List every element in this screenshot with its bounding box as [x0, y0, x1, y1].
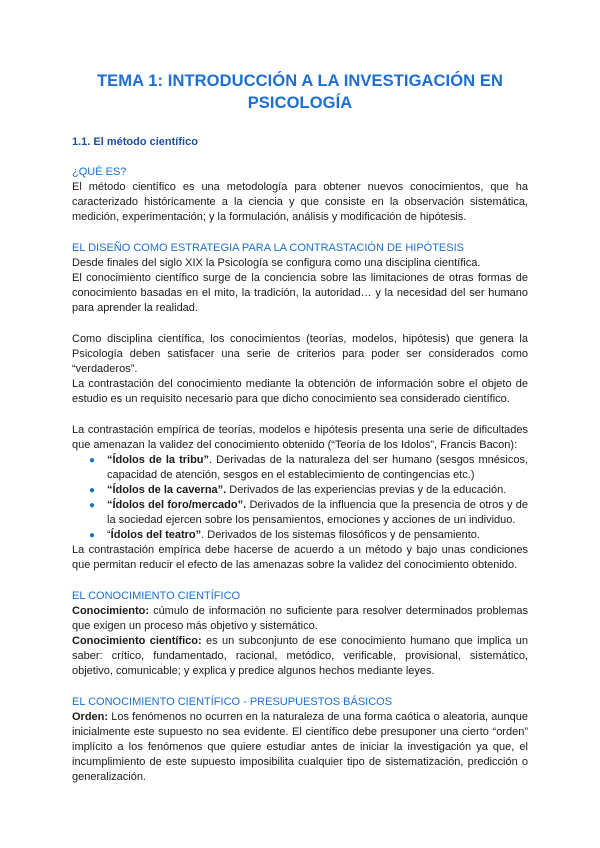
title-line-2: PSICOLOGÍA	[247, 94, 353, 112]
diseno-paragraph-3: Como disciplina científica, los conocimientos (teorías, modelos, hipótesis) que genera la Psicología deben satisfacer una serie de criterios para poder ser considerados como “verdaderos”.	[72, 333, 528, 375]
title-line-1: TEMA 1: INTRODUCCIÓN A LA INVESTIGACIÓN EN	[96, 72, 503, 90]
document-title	[72, 70, 528, 114]
section-heading-presupuestos: EL CONOCIMIENTO CIENTÍFICO - PRESUPUESTOS BÁSICOS	[72, 696, 393, 708]
diseno-paragraph-1: Desde finales del siglo XIX la Psicología se configura como una disciplina científica.	[72, 257, 481, 269]
section-heading-conocimiento: EL CONOCIMIENTO CIENTÍFICO	[72, 590, 241, 602]
definition-conocimiento: Conocimiento: cúmulo de información no suficiente para resolver determinados problemas que exigen un proceso más objetivo y sistemático.	[72, 605, 528, 632]
bullet-icon: ●	[89, 485, 96, 496]
bullet-icon: ●	[89, 530, 96, 541]
diseno-paragraph-6: La contrastación empírica debe hacerse de acuerdo a un método y bajo unas condiciones que permitan reducir el efecto de las amenazas sobre la validez del conocimiento obtenido.	[72, 544, 528, 571]
list-item: ● “Ídolos del foro/mercado”. Derivados de la influencia que la presencia de otros y de la sociedad ejercen sobre los pensamientos, emociones y acciones de un individuo.	[89, 499, 528, 526]
que-es-paragraph: El método científico es una metodología para obtener nuevos conocimientos, que ha caracterizado históricamente a la ciencia y que consiste en la observación sistemática, medición, experimentación; y la formulación, análisis y modificación de hipótesis.	[72, 181, 528, 223]
subsection-heading: 1.1. El método científico	[72, 136, 198, 148]
diseno-paragraph-5: La contrastación empírica de teorías, modelos e hipótesis presenta una serie de dificultades que amenazan la validez del conocimiento obtenido (“Teoría de los Idolos”, Francis Bacon):	[72, 424, 528, 451]
list-item: ● “Ídolos de la caverna”. Derivados de las experiencias previas y de la educación.	[89, 484, 507, 496]
bullet-icon: ●	[89, 455, 96, 466]
section-heading-diseno: EL DISEÑO COMO ESTRATEGIA PARA LA CONTRASTACIÓN DE HIPÓTESIS	[72, 242, 465, 254]
section-heading-que-es: ¿QUÉ ES?	[72, 166, 127, 178]
definition-orden: Orden: Los fenómenos no ocurren en la naturaleza de una forma caótica o aleatoria, aunque inicialmente este supuesto no sea evidente. El científico debe presuponer una cierto “orden” implícito a los fenómenos que quiere estudiar antes de iniciar la investigación ya que, el incumplimiento de este supuesto imposibilita cualquier tipo de sistematización, predicción o generalización.	[72, 711, 528, 783]
definition-conocimiento-cientifico: Conocimiento científico: es un subconjunto de ese conocimiento humano que implica un saber: crítico, fundamentado, racional, metódico, verificable, provisional, sistemático, objetivo, comunicable; y explica y predice algunos hechos mediante leyes.	[72, 635, 529, 677]
diseno-paragraph-2: El conocimiento científico surge de la conciencia sobre las limitaciones de otras formas de conocimiento basadas en el mito, la tradición, la autoridad… y la necesidad del ser humano para aprender la realidad.	[72, 272, 528, 314]
bullet-icon: ●	[89, 500, 96, 511]
list-item: ● “Ídolos de la tribu”. Derivadas de la naturaleza del ser humano (sesgos mnésicos, capacidad de atención, sesgos en el establecimiento de contingencias etc.)	[89, 454, 528, 481]
idols-list	[72, 453, 528, 543]
list-item: ● “Ídolos del teatro”. Derivados de los sistemas filosóficos y de pensamiento.	[89, 529, 480, 541]
diseno-paragraph-4: La contrastación del conocimiento mediante la obtención de información sobre el objeto de estudio es un requisito necesario para que dicho conocimiento sea considerado científico.	[72, 378, 528, 405]
